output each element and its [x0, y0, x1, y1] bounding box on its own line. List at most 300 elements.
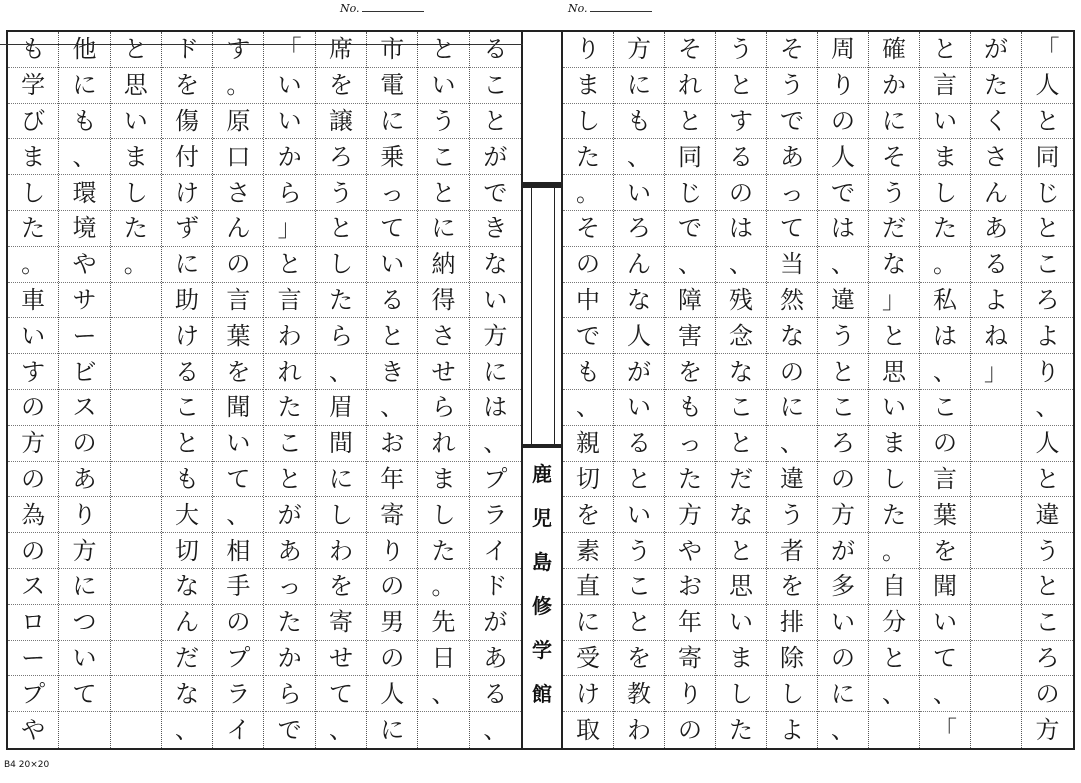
grid-cell: い: [716, 605, 766, 641]
school-char: 鹿: [532, 462, 552, 486]
grid-cell: 、: [818, 247, 868, 283]
grid-cell: う: [418, 104, 468, 140]
grid-cell: と: [716, 426, 766, 462]
grid-cell: に: [614, 68, 664, 104]
grid-cell: け: [162, 318, 212, 354]
grid-cell: い: [818, 605, 868, 641]
grid-cell: で: [563, 318, 613, 354]
grid-cell: も: [8, 32, 58, 68]
grid-cell: た: [265, 605, 315, 641]
grid-cell: な: [614, 283, 664, 319]
grid-cell: あ: [59, 462, 109, 498]
grid-cell: れ: [665, 68, 715, 104]
grid-cell: と: [1022, 569, 1073, 605]
grid-cell: 違: [818, 283, 868, 319]
grid-cell: 得: [418, 283, 468, 319]
grid-cell: よ: [780, 716, 804, 745]
grid-cell: 他: [59, 32, 109, 68]
grid-cell: 受: [563, 641, 613, 677]
grid-cell: そ: [563, 211, 613, 247]
grid-cell: 方: [818, 497, 868, 533]
grid-cell: そ: [767, 32, 817, 68]
grid-cell: 納: [418, 247, 468, 283]
grid-cell: ん: [614, 247, 664, 283]
grid-cell: と: [665, 104, 715, 140]
grid-cell: り: [563, 32, 613, 68]
grid-cell: る: [470, 32, 521, 68]
grid-cell: の: [8, 533, 58, 569]
grid-cell: 為: [8, 497, 58, 533]
right-page-column: [971, 32, 1022, 748]
grid-cell: な: [470, 247, 521, 283]
right-page-column: [614, 32, 665, 748]
grid-cell: の: [8, 462, 58, 498]
grid-cell: イ: [226, 716, 251, 745]
grid-cell: る: [614, 426, 664, 462]
grid-cell: 。: [920, 247, 970, 283]
grid-cell: だ: [162, 641, 212, 677]
grid-cell: 間: [316, 426, 366, 462]
grid-cell: ま: [716, 641, 766, 677]
grid-cell: を: [767, 569, 817, 605]
grid-cell: ん: [971, 175, 1021, 211]
grid-cell: ビ: [59, 354, 109, 390]
grid-cell: 、: [665, 247, 715, 283]
grid-cell: プ: [8, 676, 58, 712]
grid-cell: さ: [418, 318, 468, 354]
grid-cell: と: [418, 32, 468, 68]
left-page-column: [470, 32, 521, 748]
grid-cell: 助: [162, 283, 212, 319]
grid-cell: あ: [767, 139, 817, 175]
grid-cell: と: [1022, 462, 1073, 498]
grid-cell: し: [8, 175, 58, 211]
grid-cell: 人: [367, 676, 417, 712]
right-page-column: [920, 32, 971, 748]
grid-cell: の: [818, 641, 868, 677]
grid-cell: 境: [59, 211, 109, 247]
grid-cell: 、: [920, 676, 970, 712]
grid-cell: そ: [665, 32, 715, 68]
grid-cell: た: [111, 211, 161, 247]
grid-cell: し: [869, 462, 919, 498]
grid-cell: の: [1022, 676, 1073, 712]
grid-cell: 寄: [665, 641, 715, 677]
grid-cell: 素: [563, 533, 613, 569]
grid-cell: 学: [8, 68, 58, 104]
grid-cell: た: [563, 139, 613, 175]
grid-cell: 親: [563, 426, 613, 462]
grid-cell: あ: [470, 641, 521, 677]
grid-cell: 「: [933, 716, 957, 745]
grid-cell: 切: [162, 533, 212, 569]
grid-cell: い: [59, 641, 109, 677]
grid-cell: の: [59, 426, 109, 462]
left-page-column: [213, 32, 264, 748]
grid-cell: こ: [418, 139, 468, 175]
left-page-column: [59, 32, 110, 748]
grid-cell: 「: [1022, 32, 1073, 68]
grid-cell: 思: [716, 569, 766, 605]
grid-cell: と: [265, 462, 315, 498]
grid-cell: た: [316, 283, 366, 319]
grid-cell: 除: [767, 641, 817, 677]
grid-cell: 残: [716, 283, 766, 319]
grid-cell: 。: [418, 569, 468, 605]
grid-cell: に: [869, 104, 919, 140]
grid-cell: か: [265, 641, 315, 677]
grid-cell: を: [614, 641, 664, 677]
right-page-grid: [561, 30, 1075, 750]
grid-cell: 、: [831, 716, 855, 745]
grid-cell: の: [818, 104, 868, 140]
grid-cell: と: [614, 462, 664, 498]
grid-cell: [971, 712, 1021, 748]
grid-cell: 寄: [316, 605, 366, 641]
grid-cell: 「: [265, 32, 315, 68]
grid-cell: ラ: [470, 497, 521, 533]
grid-cell: る: [162, 354, 212, 390]
grid-cell: と: [316, 211, 366, 247]
grid-cell: や: [665, 533, 715, 569]
grid-cell: が: [614, 354, 664, 390]
grid-cell: イ: [470, 533, 521, 569]
grid-cell: う: [316, 175, 366, 211]
grid-cell: 男: [367, 605, 417, 641]
grid-cell: ま: [869, 426, 919, 462]
left-page-column: [8, 32, 59, 748]
grid-cell: き: [470, 211, 521, 247]
grid-cell: 。: [869, 533, 919, 569]
grid-cell: て: [59, 676, 109, 712]
grid-cell: に: [818, 676, 868, 712]
right-page-column: [869, 32, 920, 748]
grid-cell: い: [869, 390, 919, 426]
grid-cell: 、: [328, 716, 353, 745]
left-page-column: [367, 32, 418, 748]
grid-cell: し: [920, 175, 970, 211]
grid-cell: や: [59, 247, 109, 283]
grid-cell: 違: [1022, 497, 1073, 533]
grid-cell: [111, 390, 161, 426]
grid-cell: る: [971, 247, 1021, 283]
grid-cell: を: [920, 533, 970, 569]
grid-cell: と: [869, 641, 919, 677]
grid-cell: た: [665, 462, 715, 498]
grid-cell: と: [111, 32, 161, 68]
grid-cell: じ: [1022, 175, 1073, 211]
grid-cell: と: [716, 533, 766, 569]
grid-cell: 、: [614, 139, 664, 175]
grid-cell: 言: [920, 68, 970, 104]
grid-cell: 手: [213, 569, 263, 605]
grid-cell: こ: [614, 569, 664, 605]
grid-cell: し: [563, 104, 613, 140]
grid-cell: と: [1022, 211, 1073, 247]
grid-cell: 。: [563, 175, 613, 211]
grid-cell: 」: [869, 283, 919, 319]
grid-cell: う: [767, 68, 817, 104]
grid-cell: ま: [418, 462, 468, 498]
school-name: [523, 452, 561, 716]
grid-cell: 、: [767, 426, 817, 462]
grid-cell: の: [678, 716, 702, 745]
grid-cell: 先: [418, 605, 468, 641]
right-page-column: [818, 32, 869, 748]
grid-cell: う: [1022, 533, 1073, 569]
grid-cell: る: [470, 676, 521, 712]
grid-cell: な: [716, 354, 766, 390]
right-page-column: [665, 32, 716, 748]
grid-cell: [111, 283, 161, 319]
paper-size-label: B4 20×20: [4, 760, 50, 770]
grid-cell: た: [971, 68, 1021, 104]
grid-cell: の: [213, 605, 263, 641]
grid-cell: 同: [1022, 139, 1073, 175]
grid-cell: が: [470, 139, 521, 175]
grid-cell: [111, 354, 161, 390]
grid-cell: の: [818, 462, 868, 498]
grid-cell: い: [367, 247, 417, 283]
grid-cell: ろ: [1022, 283, 1073, 319]
grid-cell: ま: [111, 139, 161, 175]
grid-cell: ね: [971, 318, 1021, 354]
grid-cell: 言: [213, 283, 263, 319]
grid-cell: の: [920, 426, 970, 462]
grid-cell: [971, 426, 1021, 462]
grid-cell: し: [111, 175, 161, 211]
grid-cell: う: [869, 175, 919, 211]
center-binding: [523, 30, 561, 750]
grid-cell: な: [162, 676, 212, 712]
grid-cell: 、: [483, 716, 508, 745]
grid-cell: 当: [767, 247, 817, 283]
grid-cell: ス: [8, 569, 58, 605]
grid-cell: [111, 712, 161, 748]
grid-cell: の: [716, 175, 766, 211]
grid-cell: く: [971, 104, 1021, 140]
grid-cell: さ: [971, 139, 1021, 175]
grid-cell: と: [418, 175, 468, 211]
grid-cell: り: [59, 497, 109, 533]
grid-cell: が: [265, 497, 315, 533]
grid-cell: の: [563, 247, 613, 283]
grid-cell: か: [265, 139, 315, 175]
grid-cell: 席: [316, 32, 366, 68]
grid-cell: 方: [1035, 716, 1060, 745]
grid-cell: 原: [213, 104, 263, 140]
grid-cell: に: [767, 390, 817, 426]
grid-cell: 葉: [920, 497, 970, 533]
grid-cell: 、: [175, 716, 200, 745]
grid-cell: い: [920, 605, 970, 641]
grid-cell: 人: [1022, 68, 1073, 104]
grid-cell: ろ: [1022, 641, 1073, 677]
grid-cell: り: [1022, 354, 1073, 390]
grid-cell: た: [920, 211, 970, 247]
grid-cell: じ: [665, 175, 715, 211]
grid-cell: わ: [627, 716, 651, 745]
grid-cell: 聞: [213, 390, 263, 426]
grid-cell: よ: [1022, 318, 1073, 354]
grid-cell: を: [316, 68, 366, 104]
grid-cell: り: [367, 533, 417, 569]
page-number-label: No.: [568, 2, 588, 15]
grid-cell: 直: [563, 569, 613, 605]
grid-cell: 人: [614, 318, 664, 354]
grid-cell: 念: [716, 318, 766, 354]
grid-cell: [111, 605, 161, 641]
grid-cell: 自: [869, 569, 919, 605]
left-page-column: [162, 32, 213, 748]
grid-cell: 市: [367, 32, 417, 68]
grid-cell: と: [367, 318, 417, 354]
pen-strike-line: [0, 44, 560, 45]
left-page-number: [340, 2, 424, 15]
grid-cell: こ: [470, 68, 521, 104]
grid-cell: こ: [1022, 605, 1073, 641]
grid-cell: 方: [614, 32, 664, 68]
grid-cell: れ: [265, 354, 315, 390]
grid-cell: だ: [716, 462, 766, 498]
grid-cell: あ: [971, 211, 1021, 247]
grid-cell: ん: [162, 605, 212, 641]
grid-cell: こ: [920, 390, 970, 426]
school-char: 児: [532, 506, 552, 530]
grid-cell: う: [614, 533, 664, 569]
grid-cell: う: [767, 497, 817, 533]
grid-cell: こ: [818, 390, 868, 426]
grid-cell: せ: [316, 641, 366, 677]
grid-cell: し: [716, 676, 766, 712]
grid-cell: た: [418, 533, 468, 569]
grid-cell: 方: [59, 533, 109, 569]
grid-cell: い: [614, 175, 664, 211]
grid-cell: も: [563, 354, 613, 390]
grid-cell: [971, 462, 1021, 498]
right-page-column: [767, 32, 818, 748]
grid-cell: 方: [470, 318, 521, 354]
grid-cell: や: [21, 716, 46, 745]
grid-cell: で: [277, 716, 302, 745]
grid-cell: 譲: [316, 104, 366, 140]
grid-cell: の: [367, 641, 417, 677]
grid-cell: と: [818, 354, 868, 390]
grid-cell: り: [665, 676, 715, 712]
grid-cell: に: [162, 247, 212, 283]
grid-cell: 葉: [213, 318, 263, 354]
grid-cell: ー: [8, 641, 58, 677]
grid-cell: っ: [367, 175, 417, 211]
grid-cell: て: [316, 676, 366, 712]
grid-cell: [111, 676, 161, 712]
grid-cell: ま: [8, 139, 58, 175]
grid-cell: て: [920, 641, 970, 677]
grid-cell: つ: [59, 605, 109, 641]
grid-cell: [111, 497, 161, 533]
grid-cell: は: [818, 211, 868, 247]
grid-cell: 、: [316, 354, 366, 390]
grid-cell: プ: [213, 641, 263, 677]
grid-cell: が: [470, 605, 521, 641]
grid-cell: 、: [1022, 390, 1073, 426]
grid-cell: 、: [716, 247, 766, 283]
grid-cell: い: [470, 283, 521, 319]
grid-cell: 取: [576, 716, 600, 745]
left-page-column: [418, 32, 469, 748]
grid-cell: か: [869, 68, 919, 104]
grid-cell: 中: [563, 283, 613, 319]
grid-cell: ず: [162, 211, 212, 247]
grid-cell: ら: [316, 318, 366, 354]
grid-cell: な: [162, 569, 212, 605]
right-page-column: [716, 32, 767, 748]
grid-cell: [971, 569, 1021, 605]
grid-cell: と: [1022, 104, 1073, 140]
grid-cell: び: [8, 104, 58, 140]
grid-cell: す: [716, 104, 766, 140]
grid-cell: す: [213, 32, 263, 68]
grid-cell: [971, 533, 1021, 569]
grid-cell: 」: [971, 354, 1021, 390]
grid-cell: を: [665, 354, 715, 390]
grid-cell: 同: [665, 139, 715, 175]
grid-cell: い: [614, 497, 664, 533]
grid-cell: い: [265, 104, 315, 140]
grid-cell: [971, 641, 1021, 677]
grid-cell: で: [767, 104, 817, 140]
grid-cell: い: [111, 104, 161, 140]
grid-cell: 付: [162, 139, 212, 175]
grid-cell: [418, 712, 468, 748]
grid-cell: お: [367, 426, 417, 462]
grid-cell: あ: [265, 533, 315, 569]
grid-cell: は: [716, 211, 766, 247]
grid-cell: ろ: [818, 426, 868, 462]
grid-cell: 。: [213, 68, 263, 104]
grid-cell: し: [767, 676, 817, 712]
grid-cell: っ: [767, 175, 817, 211]
grid-cell: い: [265, 68, 315, 104]
grid-cell: [971, 390, 1021, 426]
grid-cell: 電: [367, 68, 417, 104]
grid-cell: [971, 605, 1021, 641]
grid-cell: ま: [563, 68, 613, 104]
grid-cell: し: [316, 247, 366, 283]
grid-cell: 人: [818, 139, 868, 175]
grid-cell: も: [59, 104, 109, 140]
grid-cell: 分: [869, 605, 919, 641]
grid-cell: い: [213, 426, 263, 462]
grid-cell: ラ: [213, 676, 263, 712]
grid-cell: な: [716, 497, 766, 533]
grid-cell: と: [162, 426, 212, 462]
grid-cell: し: [316, 497, 366, 533]
grid-cell: 年: [665, 605, 715, 641]
grid-cell: い: [614, 390, 664, 426]
grid-cell: い: [8, 318, 58, 354]
grid-cell: 周: [818, 32, 868, 68]
grid-cell: っ: [665, 426, 715, 462]
grid-cell: を: [162, 68, 212, 104]
grid-cell: ら: [265, 175, 315, 211]
grid-cell: て: [767, 211, 817, 247]
right-page-number: [568, 2, 652, 15]
school-char: 学: [532, 638, 552, 662]
grid-cell: れ: [418, 426, 468, 462]
grid-cell: に: [59, 68, 109, 104]
grid-cell: [111, 462, 161, 498]
